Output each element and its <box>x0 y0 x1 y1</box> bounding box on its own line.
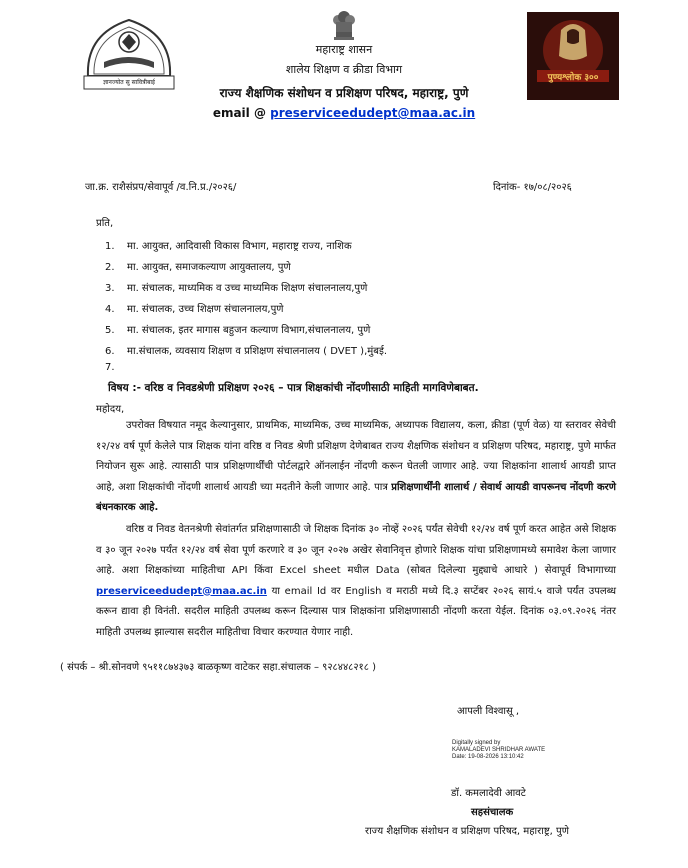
contact-info: ( संपर्क – श्री.सोनवणे ९५११८७४३७३ बाळकृष्ण वाटेकर सहा.संचालक – ९२८४४८२१८ ) <box>60 662 377 673</box>
digital-signature: Digitally signed by KAMALADEVI SHRIDHAR AWATE Date: 19-08-2026 13:10:42 <box>452 740 546 760</box>
recipient-item: 6. मा.संचालक, व्यवसाय शिक्षण व प्रशिक्षण संचालनालय ( DVET ),मुंबई. <box>105 346 388 357</box>
recipient-item: 3. मा. संचालक, माध्यमिक व उच्च माध्यमिक शिक्षण संचालनालय,पुणे <box>105 283 368 294</box>
recipients-heading: प्रति, <box>96 218 114 229</box>
header-email-link[interactable]: preserviceedudept@maa.ac.in <box>270 106 476 120</box>
paragraph-2 <box>96 520 616 643</box>
state-emblem-icon <box>327 6 361 44</box>
logo-left-text: ज्ञानज्योत सु सावित्रीबाई <box>103 79 155 86</box>
paragraph-1 <box>96 416 616 519</box>
paragraph-2-text-after: या email Id वर English व मराठी मध्ये दि.३ सप्टेंबर २०२६ सायं.५ वाजे पर्यंत उपलब्ध करून द्यावा ही विनंती. सदरील माहिती उपलब्ध करून दिल्यास पात्र शिक्षकांना प्रशिक्षणासाठी नोंदणी करता येईल. दिनांक ०३.०९.२०२६ नंतर माहिती उपलब्ध झाल्यास सदरील माहितीचा विचार करण्यात येणार नाही. <box>96 585 616 638</box>
paragraph-2-text-before: वरिष्ठ व निवड वेतनश्रेणी सेवांतर्गत प्रशिक्षणासाठी जे शिक्षक दिनांक ३० नोव्हें २०२६ पर्यंत सेवेची १२/२४ वर्ष पूर्ण करत आहेत असे शिक्षक व ३० जून २०२७ पर्यंत १२/२४ वर्ष सेवा पूर्ण करणारे व ३० जून २०२७ अखेर सेवानिवृत्त होणारे शिक्षक यांचा प्रशिक्षणामध्ये समावेश केला जाणार आहे. अशा शिक्षकांच्या माहितीचा API किंवा Excel sheet मधील Data (सोबत दिलेल्या मुद्द्याचे आधारे ) सेवापूर्व विभागाच्या <box>96 524 616 576</box>
recipient-item: 1. मा. आयुक्त, आदिवासी विकास विभाग, महाराष्ट्र राज्य, नाशिक <box>105 241 352 252</box>
header-organization: राज्य शैक्षणिक संशोधन व प्रशिक्षण परिषद, महाराष्ट्र, पुणे <box>219 86 469 100</box>
paragraph-1-bold: प्रशिक्षणार्थींनी शालार्थ / सेवार्थ आयडी वापरूनच नोंदणी करणे बंधनकारक आहे. <box>96 481 616 513</box>
reference-number: जा.क्र. राशैसंप्रप/सेवापूर्व /व.नि.प्र./२०२६/ <box>85 182 237 193</box>
recipient-item: 5. मा. संचालक, इतर मागास बहुजन कल्याण विभाग,संचालनालय, पुणे <box>105 325 371 336</box>
recipient-item: 2. मा. आयुक्त, समाजकल्याण आयुक्तालय, पुणे <box>105 262 291 273</box>
letter-subject: विषय :- वरिष्ठ व निवडश्रेणी प्रशिक्षण २०२६ – पात्र शिक्षकांची नोंदणीसाठी माहिती मागविणेबाबत. <box>108 382 479 394</box>
signatory-designation: सहसंचालक <box>471 807 514 818</box>
signatory-name: डॉ. कमलादेवी आवटे <box>451 788 526 799</box>
recipient-item: 4. मा. संचालक, उच्च शिक्षण संचालनालय,पुणे <box>105 304 284 315</box>
recipient-item: 7. <box>105 362 115 373</box>
closing: आपली विश्वासू , <box>457 706 520 717</box>
email-prefix: email @ <box>212 106 271 120</box>
header-email-line <box>0 106 688 120</box>
signatory-organization: राज्य शैक्षणिक संशोधन व प्रशिक्षण परिषद, महाराष्ट्र, पुणे <box>365 826 569 837</box>
logo-right-text: पुण्यश्लोक ३०० <box>547 73 599 83</box>
salutation: महोदय, <box>96 404 125 415</box>
paragraph-1-text: उपरोक्त विषयात नमूद केल्यानुसार, प्राथमिक, माध्यमिक, उच्च माध्यमिक, अध्यापक विद्यालय, कला, क्रीडा (पूर्ण वेळ) या स्तरावर सेवेची १२/२४ वर्ष पूर्ण केलेले पात्र शिक्षक यांना वरिष्ठ व निवड श्रेणी प्रशिक्षण देणेबाबत राज्य शैक्षणिक संशोधन व प्रशिक्षण परिषद, महाराष्ट्र, पुणे मार्फत नियोजन सुरू आहे. त्यासाठी पात्र प्रशिक्षणार्थींची पोर्टलद्वारे ऑनलाईन नोंदणी करून घेतली जाणार आहे. ज्या शिक्षकांना शालार्थ आयडी प्राप्त आहे, अशा शिक्षकांची नोंदणी शालार्थ आयडी च्या मदतीने केली जाणार आहे. पात्र <box>96 420 616 493</box>
letter-date: दिनांक- १७/०८/२०२६ <box>493 182 572 193</box>
header-government: महाराष्ट्र शासन <box>315 43 373 56</box>
header-department: शालेय शिक्षण व क्रीडा विभाग <box>285 63 403 76</box>
paragraph-2-email-link[interactable]: preserviceedudept@maa.ac.in <box>96 585 267 597</box>
